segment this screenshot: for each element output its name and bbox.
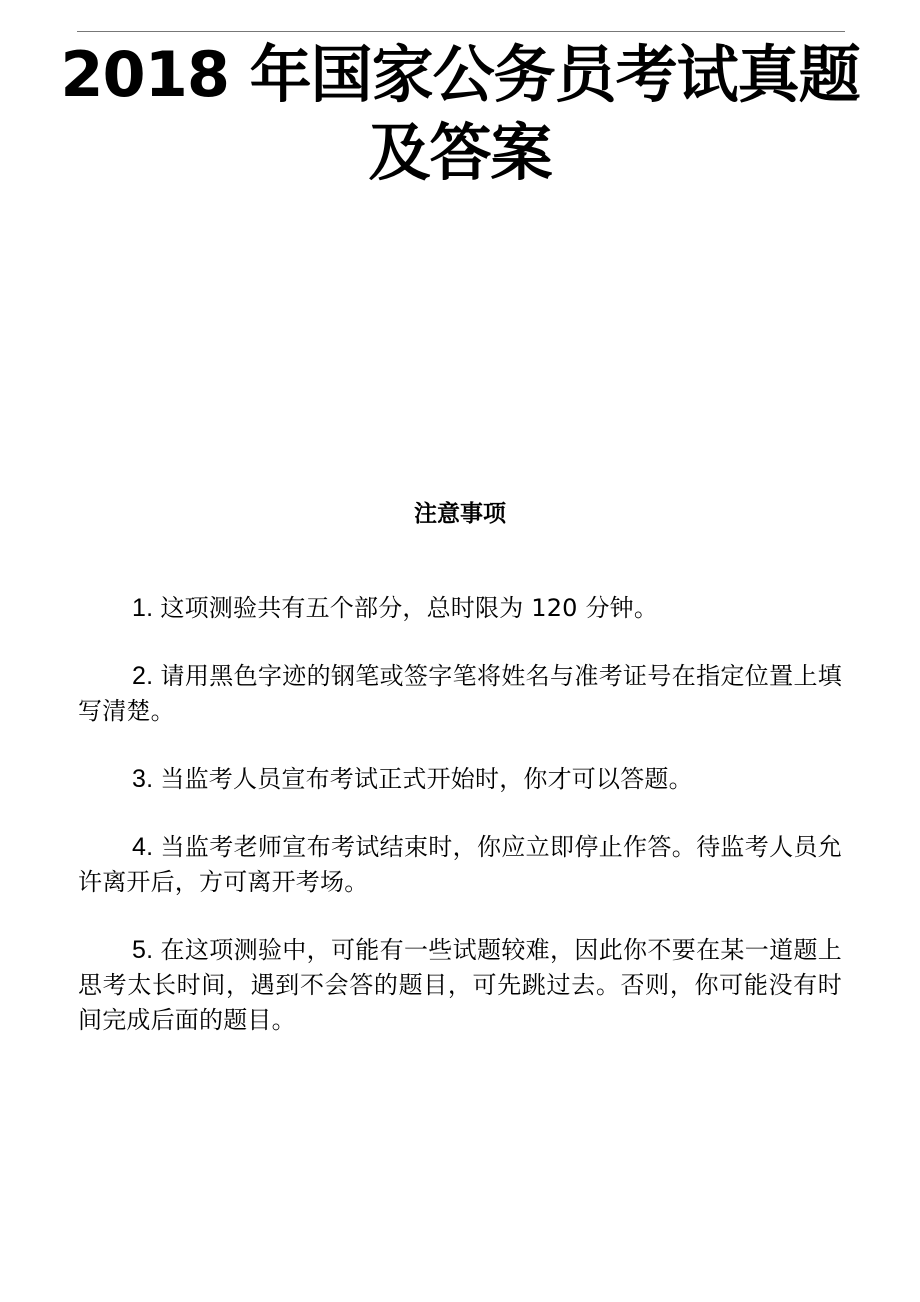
item-number: 1 <box>132 594 147 622</box>
item-text: 当监考人员宣布考试正式开始时，你才可以答题。 <box>160 765 693 793</box>
item-number: 4 <box>132 833 147 861</box>
item-text: 请用黑色字迹的钢笔或签字笔将姓名与准考证号在指定位置上填写清楚。 <box>78 662 842 725</box>
item-separator: . <box>146 662 161 690</box>
title-line-1: 2018 年国家公务员考试真题 <box>60 38 860 111</box>
item-separator: . <box>146 765 161 793</box>
notice-item-4 <box>78 830 842 900</box>
notice-item-3 <box>78 762 842 797</box>
item-number: 5 <box>132 936 147 964</box>
item-text: 在这项测验中，可能有一些试题较难，因此你不要在某一道题上思考太长时间，遇到不会答的题目，可先跳过去。否则，你可能没有时间完成后面的题目。 <box>78 936 842 1034</box>
item-text: 当监考老师宣布考试结束时，你应立即停止作答。待监考人员允许离开后，方可离开考场。 <box>78 833 842 896</box>
item-separator: . <box>146 936 161 964</box>
notice-item-1 <box>78 591 842 626</box>
notice-list <box>78 591 842 1071</box>
header-rule <box>77 31 845 32</box>
item-separator: . <box>146 833 161 861</box>
item-number: 2 <box>132 662 147 690</box>
notice-item-5 <box>78 933 842 1038</box>
section-heading: 注意事项 <box>414 501 506 527</box>
item-number: 3 <box>132 765 147 793</box>
item-text: 这项测验共有五个部分，总时限为 120 分钟。 <box>160 594 659 622</box>
notice-item-2 <box>78 659 842 729</box>
title-line-2: 及答案 <box>368 116 552 189</box>
item-separator: . <box>146 594 161 622</box>
document-title <box>60 36 860 192</box>
